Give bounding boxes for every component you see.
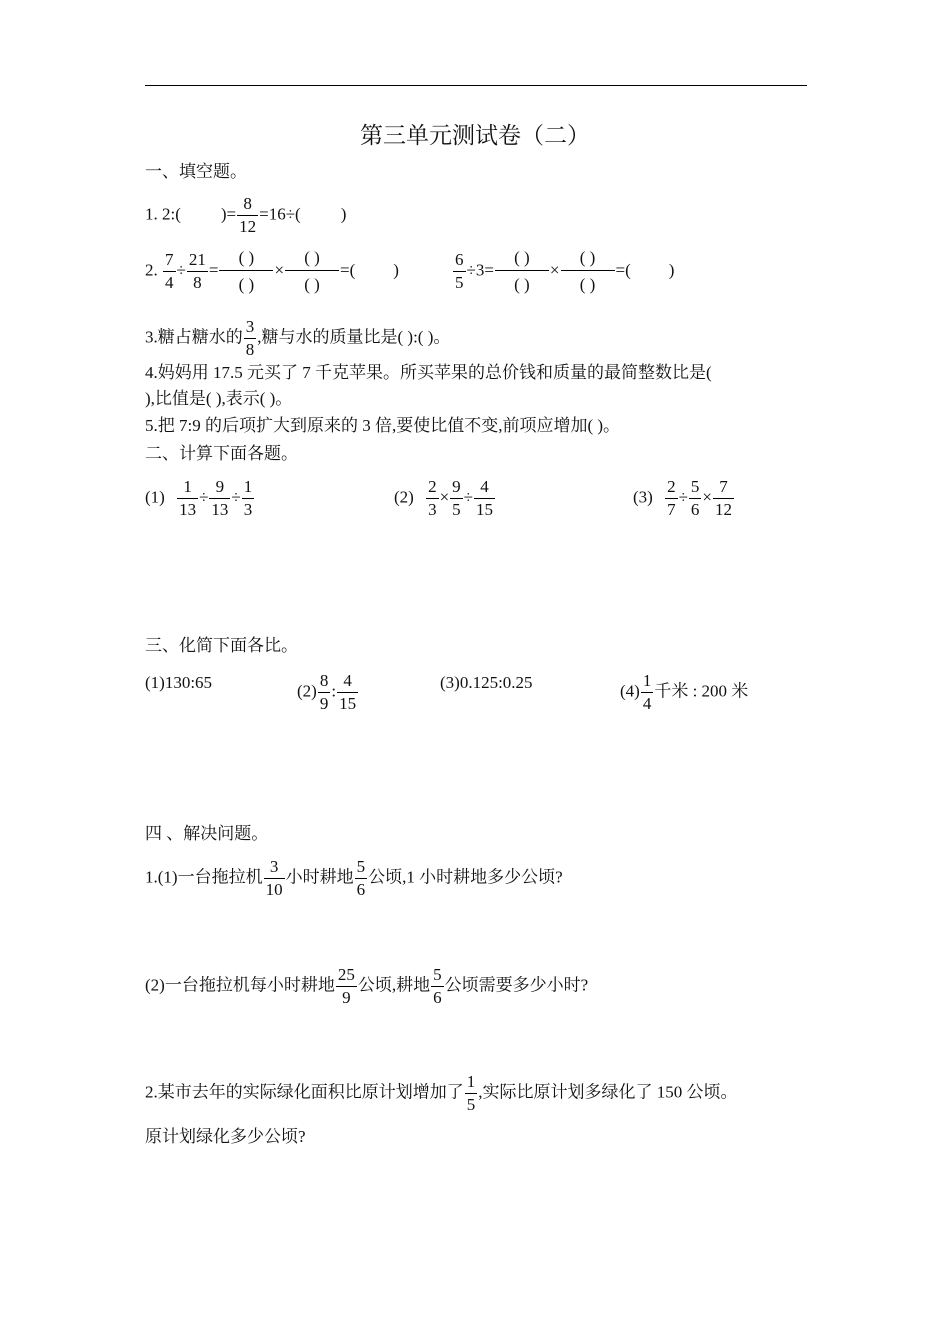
- calc3-fraction: $\frac{2}{7}$: [667, 477, 676, 519]
- fill-question-4-line1: 4.妈妈用 17.5 元买了 7 千克苹果。所买苹果的总价钱和质量的最简整数比是(: [145, 363, 712, 382]
- fill-question-4-line2: ),比值是( ),表示( )。: [145, 389, 293, 408]
- calc2-fraction: $\frac{4}{15}$: [476, 477, 494, 519]
- calc-problem-3: (3) $\frac{2}{7}$ ÷ $\frac{5}{6}$ × $\frac{7}{12}$: [633, 477, 733, 519]
- calc3-fraction: $\frac{5}{6}$: [690, 477, 700, 519]
- q2-fraction-b: $\frac{21}{8}$: [188, 250, 206, 292]
- section-heading-ratio: 三、化简下面各比。: [145, 636, 298, 655]
- calc3-fraction: $\frac{7}{12}$: [715, 477, 733, 519]
- q1-text-b: )=: [220, 204, 237, 224]
- wp2-fraction: $\frac{5}{6}$: [433, 965, 442, 1007]
- wp1-fraction: $\frac{5}{6}$: [356, 857, 366, 899]
- calc2-fraction: $\frac{2}{3}$: [428, 477, 437, 519]
- header-rule: [145, 85, 807, 86]
- wp2-fraction: $\frac{25}{9}$: [337, 965, 355, 1007]
- ratio-problem-1: (1)130:65: [145, 673, 213, 692]
- calc1-fraction: $\frac{9}{13}$: [211, 477, 229, 519]
- page-title: 第三单元测试卷（二）: [360, 123, 590, 148]
- fill-question-2b: $\frac{6}{5}$ ÷3= $\frac{( )}{( )}$ × $\frac{( )}{( )}$ =( ): [455, 248, 675, 294]
- ratio2-fraction: $\frac{8}{9}$: [319, 671, 329, 713]
- wp3-fraction: $\frac{1}{5}$: [466, 1072, 476, 1114]
- word-problem-1-2: (2)一台拖拉机每小时耕地 $\frac{25}{9}$ 公顷,耕地 $\frac{5}{6}$ 公顷需要多少小时?: [145, 965, 589, 1007]
- word-problem-1-1: 1.(1)一台拖拉机 $\frac{3}{10}$ 小时耕地 $\frac{5}{6}$ 公顷,1 小时耕地多少公顷?: [145, 857, 563, 899]
- q2-blank-fraction[interactable]: $\frac{( )}{( )}$: [285, 248, 339, 295]
- q1-text-d: ): [340, 204, 347, 224]
- wp1-fraction: $\frac{3}{10}$: [265, 857, 283, 899]
- fill-question-2: 2. $\frac{7}{4}$ ÷ $\frac{21}{8}$ = $\frac{( )}{( )}$ × $\frac{( )}{( )}$ =( ): [145, 248, 399, 294]
- calc1-fraction: $\frac{1}{3}$: [243, 477, 253, 519]
- q2b-fraction: $\frac{6}{5}$: [455, 250, 464, 292]
- word-problem-2-line2: 原计划绿化多少公顷?: [145, 1127, 306, 1146]
- fill-question-5: 5.把 7:9 的后项扩大到原来的 3 倍,要使比值不变,前项应增加( )。: [145, 416, 621, 435]
- q1-text-c: =16÷(: [259, 204, 301, 224]
- q1-fraction: $\frac{8}{12}$: [239, 194, 257, 236]
- fill-question-1: [145, 195, 346, 236]
- q1-text-a: 2:(: [162, 204, 181, 224]
- calc-problem-1: (1) $\frac{1}{13}$ ÷ $\frac{9}{13}$ ÷ $\frac{1}{3}$: [145, 477, 253, 519]
- q1-number: 1.: [145, 204, 158, 224]
- ratio-problem-4: (4) $\frac{1}{4}$ 千米 : 200 米: [620, 671, 749, 713]
- calc1-fraction: $\frac{1}{13}$: [179, 477, 197, 519]
- q2-div: ÷: [176, 260, 186, 280]
- ratio4-fraction: $\frac{1}{4}$: [642, 671, 652, 713]
- q2-blank-fraction[interactable]: $\frac{( )}{( )}$: [219, 248, 273, 295]
- q2b-blank-fraction[interactable]: $\frac{( )}{( )}$: [561, 248, 615, 295]
- section-heading-calc: 二、计算下面各题。: [145, 444, 298, 463]
- calc-problem-2: (2) $\frac{2}{3}$ × $\frac{9}{5}$ ÷ $\frac{4}{15}$: [394, 477, 494, 519]
- ratio-problem-3: (3)0.125:0.25: [440, 673, 533, 692]
- q2-fraction-a: $\frac{7}{4}$: [165, 250, 174, 292]
- section-heading-problems: 四 、解决问题。: [145, 824, 269, 843]
- q3-fraction: $\frac{3}{8}$: [245, 317, 255, 359]
- word-problem-2: 2.某市去年的实际绿化面积比原计划增加了 $\frac{1}{5}$ ,实际比原计划多绿化了 150 公顷。: [145, 1072, 738, 1114]
- calc2-fraction: $\frac{9}{5}$: [452, 477, 461, 519]
- section-heading-fill: 一、填空题。: [145, 162, 247, 181]
- ratio2-fraction: $\frac{4}{15}$: [339, 671, 357, 713]
- q2-number: 2.: [145, 260, 158, 280]
- q2b-blank-fraction[interactable]: $\frac{( )}{( )}$: [495, 248, 549, 295]
- ratio-problem-2: (2) $\frac{8}{9}$ : $\frac{4}{15}$: [297, 671, 357, 713]
- fill-question-3: 3.糖占糖水的 $\frac{3}{8}$ ,糖与水的质量比是( ):( )。: [145, 317, 451, 359]
